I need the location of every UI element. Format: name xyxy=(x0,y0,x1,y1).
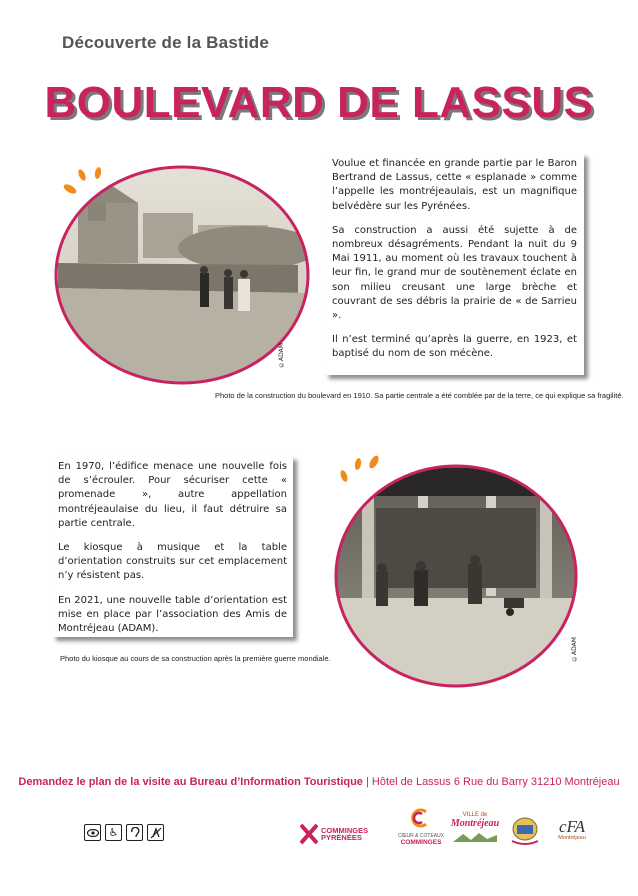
footer-info xyxy=(0,776,638,788)
footer-separator: | xyxy=(366,776,369,788)
photo-credit-2: ©ADAM xyxy=(571,637,578,662)
photo-caption-2: Photo du kiosque au cours de sa construction après la première guerre mondiale. xyxy=(60,654,331,663)
logo-comminges-pyrenees: COMMINGES PYRÉNÉES xyxy=(300,820,396,848)
logo-coeur-coteaux: CŒUR & COTEAUX COMMINGES xyxy=(397,808,445,852)
photo-boulevard xyxy=(48,153,310,393)
text-box-history xyxy=(325,153,584,375)
mountains-icon xyxy=(453,832,497,842)
mental-icon xyxy=(147,824,164,841)
photo-kiosque-container xyxy=(318,448,602,694)
logo-ville-montrejeau: VILLE de Montréjeau xyxy=(450,812,500,852)
photo-boulevard-container xyxy=(48,153,310,393)
crest-icon xyxy=(508,815,542,847)
orange-accent-icon xyxy=(62,167,102,196)
paragraph: Le kiosque à musique et la table d’orientation construits sur cet emplacement n’y résistent pas. xyxy=(58,541,287,582)
wheelchair-icon: ♿ xyxy=(105,824,122,841)
orange-accent-icon xyxy=(339,454,380,482)
photo-kiosque xyxy=(318,448,602,694)
page-subtitle: Découverte de la Bastide xyxy=(62,33,269,52)
paragraph: Voulue et financée en grande partie par le Baron Bertrand de Lassus, cette « esplanade » comme l’appelle les montréjeaulais, est un magnifique belvédère sur les Pyrénées. xyxy=(332,158,577,212)
page-title: BOULEVARD DE LASSUS xyxy=(44,78,594,127)
footer-cta: Demandez le plan de la visite au Bureau d’Information Touristique xyxy=(18,776,363,788)
paragraph: Il n’est terminé qu’après la guerre, en 1923, et baptisé du nom de son mécène. xyxy=(332,334,577,360)
photo-credit-1: ©ADAM xyxy=(278,343,285,368)
footer-address: Hôtel de Lassus 6 Rue du Barry 31210 Montréjeau xyxy=(371,776,620,788)
hearing-icon xyxy=(126,824,143,841)
logo-crest xyxy=(508,815,542,847)
accessibility-icons xyxy=(84,824,168,841)
paragraph: Sa construction a aussi été sujette à de nombreux désagréments. Pendant la nuit du 9 Mai 1911, au moment où les travaux touchent à leur fin, le grand mur de soutènement éclate en son milieu creusant une large brèche et couvrant de ses débris la prairie de « de Sarrieu ». xyxy=(332,224,577,321)
paragraph: En 2021, une nouvelle table d’orientation est mise en place par l’association des Amis de Montréjeau (ADAM). xyxy=(58,594,287,634)
eye-icon xyxy=(84,824,101,841)
photo-caption-1: Photo de la construction du boulevard en 1910. Sa partie centrale a été comblée par de la terre, ce qui explique sa fragilité. xyxy=(215,391,624,400)
cc-logo-icon xyxy=(410,808,432,828)
text-box-later-history xyxy=(52,456,293,637)
paragraph: En 1970, l’édifice menace une nouvelle fois de s’écrouler. Pour sécuriser cette « promenade », autre appellation montréjeaulaise du lieu, il faut détruire sa partie centrale. xyxy=(58,461,287,529)
logo-cfa: cFA Montréjeau xyxy=(558,817,586,841)
comminges-x-icon xyxy=(300,823,318,845)
